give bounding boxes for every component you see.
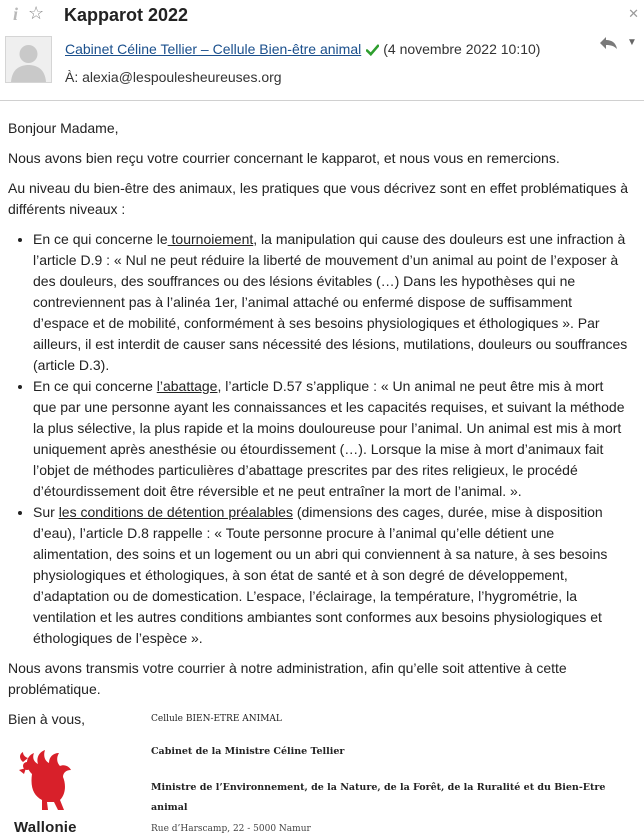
verified-check-icon [366,43,379,59]
signature-minister-title [151,778,605,818]
bullet-text: Sur [33,504,59,520]
sender-name-link[interactable]: Cabinet Céline Tellier – Cellule Bien-être animal [65,41,362,57]
reply-icon[interactable] [598,35,618,56]
avatar-icon [5,36,52,83]
recipient-address: alexia@lespoulesheureuses.org [82,69,282,85]
info-icon[interactable]: i [13,4,19,24]
minister-title-line: animal [151,802,188,813]
sender-line [65,41,540,59]
minister-title-line: Ministre de l’Environnement, de la Nature, de la Forêt, de la Ruralité et du Bien-Etre [151,782,606,793]
signature-cabinet: Cabinet de la Ministre Céline Tellier [151,746,345,757]
bullet-text: (dimensions des cages, durée, mise à disposition d’eau), l’article D.8 rappelle : « Toute personne procure à l’animal qu’elle détient une alimentation, des soins et un logement ou un abri qui conviennent à sa nature, à ses besoins physiologiques et éthologiques, à son état de santé et à son degré de développement, d’adaptation ou de domestication. L’espace, l’éclairage, la température, l’hygrométrie, la ventilation et les autres conditions ambiantes sont conformes aux besoins physiologiques et éthologiques de l’espèce ». [33,504,608,646]
paragraph: Nous avons bien reçu votre courrier concernant le kapparot, et nous vous en remercions. [8,150,560,166]
bullet-list [8,229,630,649]
paragraph: Au niveau du bien-être des animaux, les pratiques que vous décrivez sont en effet problématiques à différents niveaux : [8,180,629,217]
list-item [33,229,630,376]
chevron-down-icon[interactable]: ▼ [627,37,637,48]
greeting: Bonjour Madame, [8,120,119,136]
tournoiement-link[interactable]: tournoiement [167,231,254,247]
closing: Bien à vous, [8,711,86,727]
wallonie-logo-text: Wallonie [14,819,77,836]
close-icon[interactable]: ✕ [628,6,639,21]
signature-address: Rue d’Harscamp, 22 - 5000 Namur [151,824,311,834]
detention-conditions-link[interactable]: les conditions de détention préalables [58,504,293,520]
recipient-line [65,69,282,85]
email-date: (4 novembre 2022 10:10) [383,41,541,57]
star-icon[interactable]: ☆ [28,3,45,23]
signature-unit: Cellule BIEN-ETRE ANIMAL [151,714,282,724]
bullet-text: En ce qui concerne [33,378,157,394]
abattage-link[interactable]: l’abattage [156,378,218,394]
email-body [8,118,630,739]
paragraph: Nous avons transmis votre courrier à notre administration, afin qu’elle soit attentive à cette problématique. [8,660,567,697]
list-item [33,502,630,649]
email-subject: Kapparot 2022 [64,5,189,25]
bullet-text: En ce qui concerne le [33,231,168,247]
bullet-text: , l’article D.57 s’applique : « Un animal ne peut être mis à mort que par une personne ayant les connaissances et les capacités requises, et suivant la méthode la plus sélective, la plus rapide et la moins douloureuse pour l’animal. Un animal est mis à mort uniquement après anesthésie ou étourdissement (…). Lorsque la mise à mort d’animaux fait l’objet de méthodes particulières d’abattage prescrites par des rites religieux, le procédé d’étourdissement doit être réversible et ne peut entraîner la mort de l’animal. ». [33,378,625,499]
to-label: À: [65,69,79,85]
list-item [33,376,630,502]
email-header [0,0,644,100]
bullet-text: , la manipulation qui cause des douleurs est une infraction à l’article D.9 : « Nul ne peut réduire la liberté de mouvement d’un animal au point de l’exposer à des douleurs, des souffrances ou des lésions évitables (…) Dans les hypothèses qui ne contreviennent pas à l’alinéa 1er, l’animal attaché ou enfermé dispose de suffisamment d’espace et de mobilité, conformément à ses besoins physiologiques et éthologiques ». Par ailleurs, il est interdit de causer sans nécessité des lésions, mutilations, douleurs ou souffrances (article D.3). [33,231,628,373]
header-divider [0,100,644,101]
